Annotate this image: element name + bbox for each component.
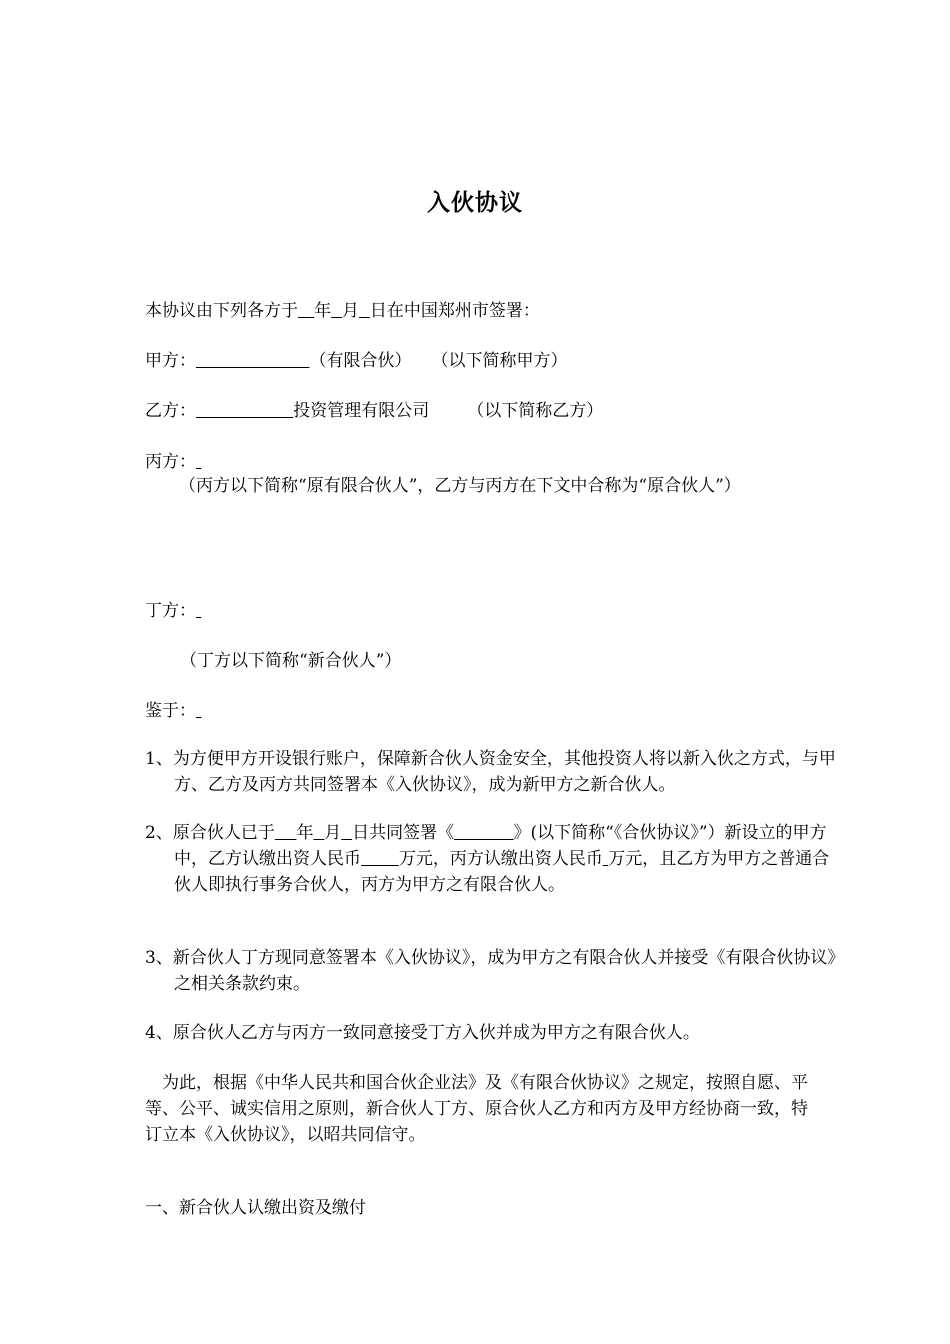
document-title: 入伙协议 bbox=[427, 189, 523, 216]
basis-paragraph: 为此，根据《中华人民共和国合伙企业法》及《有限合伙协议》之规定，按照自愿、平等、公平、诚实信用之原则，新合伙人丁方、原合伙人乙方和丙方及甲方经协商一致，特订立本《入伙协议》，以昭共同信守。 bbox=[145, 1073, 808, 1145]
section-1-heading: 一、新合伙人认缴出资及缴付 bbox=[145, 1198, 366, 1218]
signing-intro: 本协议由下列各方于 年 月 日在中国郑州市签署： bbox=[145, 301, 540, 321]
blank-month bbox=[331, 301, 342, 321]
item2-blank-agreement bbox=[454, 823, 513, 843]
whereas-item-2: 2、原合伙人已于 年 月 日共同签署《 》(以下简称“《合伙协议》”）新设立的甲方中，乙方认缴出资人民币 万元，丙方认缴出资人民币 万元，且乙方为甲方之普通合伙人即执行事务合伙人，丙方为甲方之有限合伙人。 bbox=[145, 823, 830, 895]
item2-blank-year bbox=[275, 823, 297, 843]
party-a-line: 甲方： （有限合伙） （以下简称甲方） bbox=[145, 351, 568, 371]
party-b-line: 乙方： 投资管理有限公司 （以下简称乙方） bbox=[145, 401, 604, 421]
party-d-note: （丁方以下简称“新合伙人”） bbox=[180, 651, 402, 671]
party-a-name-blank bbox=[196, 351, 309, 371]
blank-day bbox=[359, 301, 370, 321]
party-c-line: 丙方： bbox=[145, 449, 201, 475]
party-d-line: 丁方： bbox=[145, 598, 201, 624]
item2-blank-b-amount bbox=[361, 849, 399, 869]
party-b-name-blank bbox=[196, 401, 293, 421]
whereas-item-3: 3、新合伙人丁方现同意签署本《入伙协议》，成为甲方之有限合伙人并接受《有限合伙协议》之相关条款约束。 bbox=[145, 948, 836, 994]
whereas-line: 鉴于： bbox=[145, 698, 201, 724]
party-c-note: （丙方以下简称“原有限合伙人”，乙方与丙方在下文中合称为“原合伙人”） bbox=[179, 476, 741, 496]
party-d-name-blank bbox=[196, 601, 201, 621]
party-c-name-blank bbox=[196, 452, 201, 472]
item2-blank-month bbox=[313, 823, 324, 843]
whereas-item-1: 1、为方便甲方开设银行账户，保障新合伙人资金安全，其他投资人将以新入伙之方式，与甲方、乙方及丙方共同签署本《入伙协议》，成为新甲方之新合伙人。 bbox=[145, 749, 836, 795]
item2-blank-day bbox=[341, 823, 352, 843]
whereas-item-4: 4、原合伙人乙方与丙方一致同意接受丁方入伙并成为甲方之有限合伙人。 bbox=[145, 1023, 700, 1043]
blank-year bbox=[298, 301, 314, 321]
whereas-blank bbox=[196, 701, 201, 721]
